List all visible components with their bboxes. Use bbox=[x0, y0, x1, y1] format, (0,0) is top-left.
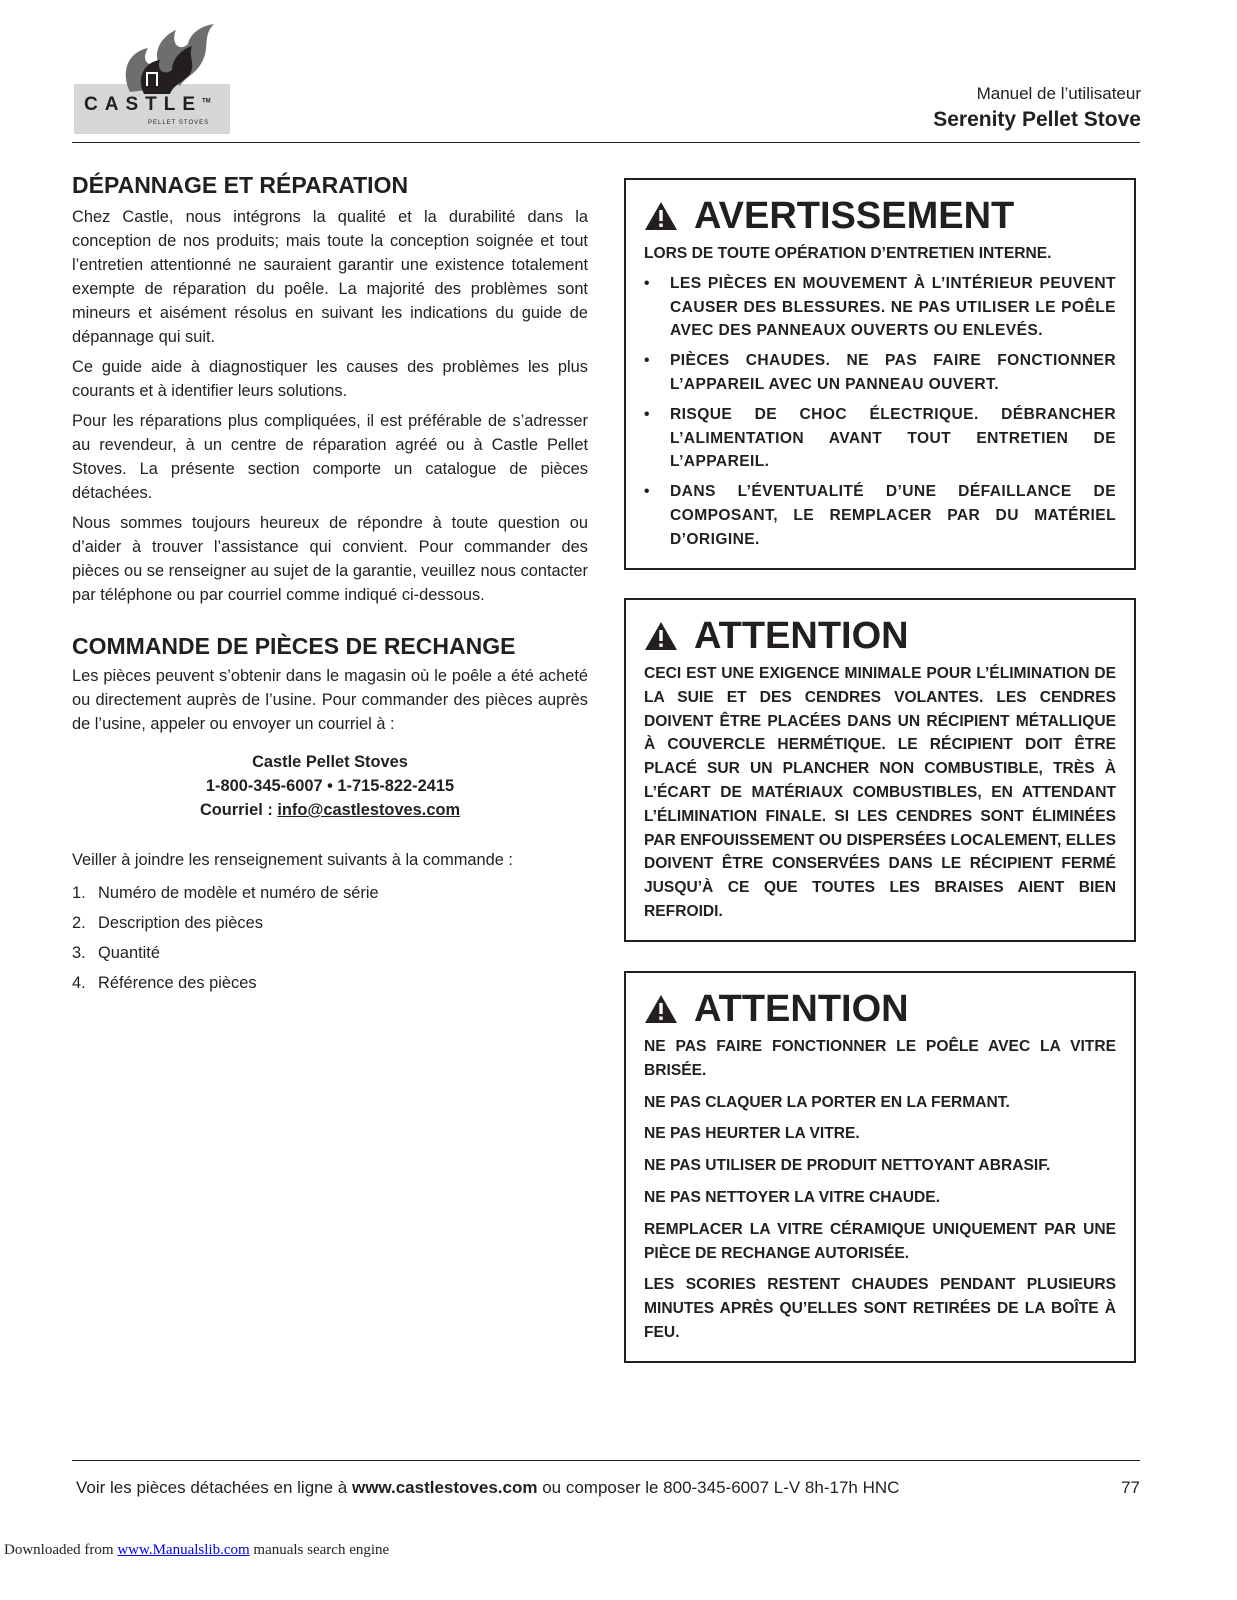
order-requirements-list bbox=[72, 878, 588, 998]
warning-body bbox=[644, 242, 1116, 552]
attention-title: ATTENTION bbox=[644, 987, 1116, 1031]
list-item: 3. Quantité bbox=[72, 944, 160, 962]
warning-triangle-icon bbox=[644, 994, 678, 1024]
email-line bbox=[72, 798, 588, 822]
warning-item: • RISQUE DE CHOC ÉLECTRIQUE. DÉBRANCHER L’ALIMENTATION AVANT TOUT ENTRETIEN DE L’APPAREIL. bbox=[644, 405, 1116, 471]
attention-title: ATTENTION bbox=[644, 614, 1116, 658]
contact-block bbox=[72, 750, 588, 822]
download-credit: Downloaded from www.Manualslib.com manuals search engine bbox=[4, 1542, 390, 1558]
header-product: Serenity Pellet Stove bbox=[933, 108, 1141, 131]
list-item: 4. Référence des pièces bbox=[72, 974, 257, 992]
section-title-commande: COMMANDE DE PIÈCES DE RECHANGE bbox=[72, 633, 516, 659]
attention-text: CECI EST UNE EXIGENCE MINIMALE POUR L’ÉLIMINATION DE LA SUIE ET DES CENDRES VOLANTES. LES CENDRES DOIVENT ÊTRE PLACÉES DANS UN RÉCIPIENT MÉTALLIQUE À COUVERCLE HERMÉTIQUE. LE RÉCIPIENT DOIT ÊTRE PLACÉ SUR UN PLANCHER NON COMBUSTIBLE, TRÈS À L’ÉCART DE MATÉRIAUX COMBUSTIBLES, EN ATTENDANT L’ÉLIMINATION FINALE. SI LES CENDRES SONT ÉLIMINÉES PAR ENFOUISSEMENT OU DISPERSÉES LOCALEMENT, ELLES DOIVENT ÊTRE CONSERVÉES DANS LE RÉCIPIENT FERMÉ JUSQU’À CE QUE TOUTES LES BRAISES AIENT BIEN REFROIDI. bbox=[644, 665, 1116, 920]
warning-triangle-icon bbox=[644, 201, 678, 231]
warning-item: • PIÈCES CHAUDES. NE PAS FAIRE FONCTIONNER L’APPAREIL AVEC UN PANNEAU OUVERT. bbox=[644, 352, 1116, 393]
email-label: Courriel : bbox=[199, 801, 278, 819]
warning-item: • LES PIÈCES EN MOUVEMENT À L’INTÉRIEUR PEUVENT CAUSER DES BLESSURES. NE PAS UTILISER LE POÊLE AVEC DES PANNEAUX OUVERTS OU ENLEVÉS. bbox=[644, 274, 1116, 340]
attention-item: NE PAS CLAQUER LA PORTER EN LA FERMANT. bbox=[644, 1093, 1010, 1111]
order-note: Veiller à joindre les renseignement suivants à la commande : bbox=[72, 851, 513, 869]
list-item: 1. Numéro de modèle et numéro de série bbox=[72, 884, 379, 902]
attention-box-glass bbox=[624, 971, 1136, 1363]
footer-text: Voir les pièces détachées en ligne à www.castlestoves.com ou composer le 800-345-6007 L-V 8h-17h HNC bbox=[76, 1478, 900, 1497]
warning-list bbox=[644, 272, 1116, 552]
attention-body bbox=[644, 662, 1116, 924]
attention-body bbox=[644, 1035, 1116, 1345]
page-number: 77 bbox=[1121, 1478, 1140, 1497]
attention-box-ash bbox=[624, 598, 1136, 942]
paragraph: Chez Castle, nous intégrons la qualité et la durabilité dans la conception de nos produits; mais toute la conception soignée et tout l’entretien attentionné ne sauraient garantir une existence totalement exempte de réparation du poêle. La majorité des problèmes sont mineurs et aisément résolus en suivant les indications du guide de dépannage qui suit. bbox=[72, 208, 588, 346]
warning-title: AVERTISSEMENT bbox=[644, 194, 1116, 238]
logo-trademark: TM bbox=[202, 98, 211, 105]
attention-item: LES SCORIES RESTENT CHAUDES PENDANT PLUSIEURS MINUTES APRÈS QU’ELLES SONT RETIRÉES DE LA BOÎTE À FEU. bbox=[644, 1276, 1116, 1341]
warning-box bbox=[624, 178, 1136, 570]
attention-item: NE PAS UTILISER DE PRODUIT NETTOYANT ABRASIF. bbox=[644, 1157, 1051, 1175]
warning-lead: LORS DE TOUTE OPÉRATION D’ENTRETIEN INTERNE. bbox=[644, 245, 1052, 262]
left-column bbox=[72, 172, 588, 998]
list-item: 2. Description des pièces bbox=[72, 914, 263, 932]
attention-item: NE PAS FAIRE FONCTIONNER LE POÊLE AVEC LA VITRE BRISÉE. bbox=[644, 1038, 1116, 1079]
attention-item: REMPLACER LA VITRE CÉRAMIQUE UNIQUEMENT PAR UNE PIÈCE DE RECHANGE AUTORISÉE. bbox=[644, 1220, 1116, 1262]
logo-brand: CASTLE™ bbox=[84, 94, 211, 115]
footer-site-link[interactable]: www.castlestoves.com bbox=[351, 1478, 538, 1497]
paragraph: Pour les réparations plus compliquées, il est préférable de s’adresser au revendeur, à un centre de réparation agréé ou à Castle Pellet Stoves. La présente section comporte un catalogue de pièces détachées. bbox=[72, 412, 588, 502]
manualslib-link[interactable]: www.Manualslib.com bbox=[117, 1542, 250, 1558]
header-rule bbox=[72, 142, 1140, 143]
castle-logo bbox=[74, 22, 232, 134]
header-manual: Manuel de l’utilisateur bbox=[976, 84, 1141, 103]
paragraph: Nous sommes toujours heureux de répondre à toute question ou d’aider à trouver l’assistance qui convient. Pour commander des pièces ou se renseigner au sujet de la garantie, veuillez nous contacter par téléphone ou par courriel comme indiqué ci-dessous. bbox=[72, 514, 588, 604]
flame-icon bbox=[110, 22, 220, 102]
attention-item: NE PAS NETTOYER LA VITRE CHAUDE. bbox=[644, 1188, 941, 1206]
warning-triangle-icon bbox=[644, 621, 678, 651]
section-title-depannage: DÉPANNAGE ET RÉPARATION bbox=[72, 172, 409, 198]
footer-rule bbox=[72, 1460, 1140, 1461]
email-link[interactable]: info@castlestoves.com bbox=[277, 801, 461, 819]
warning-item: • DANS L’ÉVENTUALITÉ D’UNE DÉFAILLANCE DE COMPOSANT, LE REMPLACER PAR DU MATÉRIEL D’ORIGINE. bbox=[644, 483, 1116, 548]
paragraph: Les pièces peuvent s’obtenir dans le magasin où le poêle a été acheté ou directement auprès de l’usine. Pour commander des pièces auprès de l’usine, appeler ou envoyer un courriel à : bbox=[72, 667, 588, 733]
paragraph: Ce guide aide à diagnostiquer les causes des problèmes les plus courants et à identifier leurs solutions. bbox=[72, 358, 588, 400]
logo-tagline: PELLET STOVES bbox=[148, 120, 210, 126]
company-name: Castle Pellet Stoves bbox=[252, 753, 408, 771]
phone-numbers: 1-800-345-6007 • 1-715-822-2415 bbox=[205, 777, 455, 795]
attention-item: NE PAS HEURTER LA VITRE. bbox=[644, 1125, 860, 1143]
